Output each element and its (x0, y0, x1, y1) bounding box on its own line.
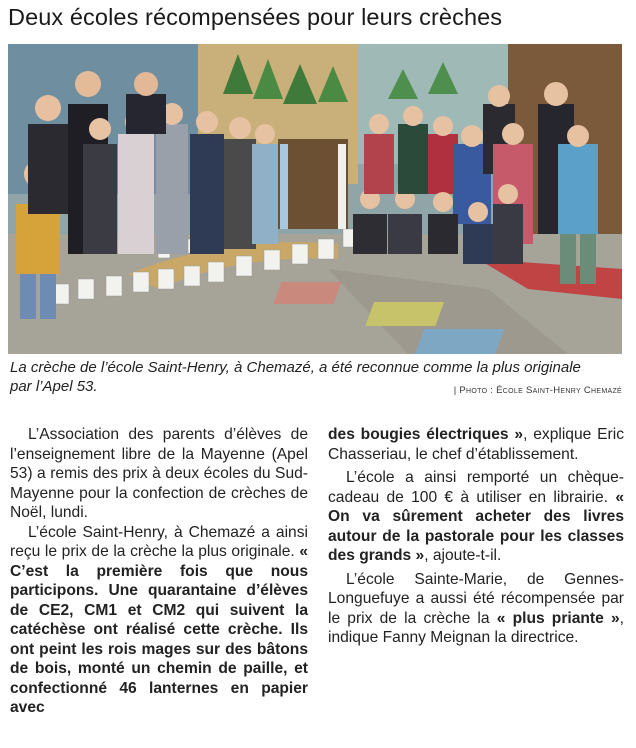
text-run: L’école Saint-Henry, à Chemazé a ainsi reçu le prix de la crèche la plus originale. (10, 523, 308, 560)
quote-bold: des bougies électriques » (328, 426, 524, 443)
article-column-left (10, 425, 308, 718)
paragraph-sainte-marie (328, 570, 624, 648)
article-column-right (328, 425, 624, 648)
text-run: L’école a ainsi remporté un chèque-cadeau de 100 € à utiliser en librairie. (328, 469, 624, 506)
quote-bold: « plus priante » (496, 609, 620, 627)
photo-credit: | Photo : École Saint-Henry Chemazé (453, 385, 622, 396)
quote-bold: « C’est la première fois que nous participons. Une quarantaine d’élèves de CE2, CM1 et CM2 qui suivent la catéchèse ont réalisé cette crèche. Ils ont peint les rois mages sur des bâtons de bois, monté un chemin de paille, et confectionné 46 lanternes en papier avec (10, 543, 308, 716)
photo-caption: La crèche de l’école Saint-Henry, à Chemazé, a été reconnue comme la plus originale par l’Apel 53. (10, 359, 581, 395)
paragraph-prize (328, 468, 624, 566)
paragraph-intro: L’Association des parents d’élèves de l’enseignement libre de la Mayenne (Apel 53) a remis des prix à deux écoles du Sud-Mayenne pour la confection de crèches de Noël, lundi. (10, 426, 308, 521)
text-run: , explique Eric Chasseriau, le chef d’établissement. (328, 426, 624, 463)
text-run: , ajoute-t-il. (424, 547, 502, 564)
text-run: , indique Fanny Meignan la directrice. (328, 609, 624, 646)
photo-image (8, 44, 622, 354)
headline: Deux écoles récompensées pour leurs crèches (8, 4, 503, 30)
paragraph-quote-end (328, 425, 624, 464)
article-photo (8, 44, 622, 354)
text-run: L’école Sainte-Marie, de Gennes-Longuefuye a aussi été récompensée par le prix de la crèche la (328, 570, 624, 627)
paragraph-saint-henry (10, 523, 308, 718)
quote-bold: « On va sûrement acheter des livres autour de la pastorale pour les classes des grands » (328, 488, 624, 564)
